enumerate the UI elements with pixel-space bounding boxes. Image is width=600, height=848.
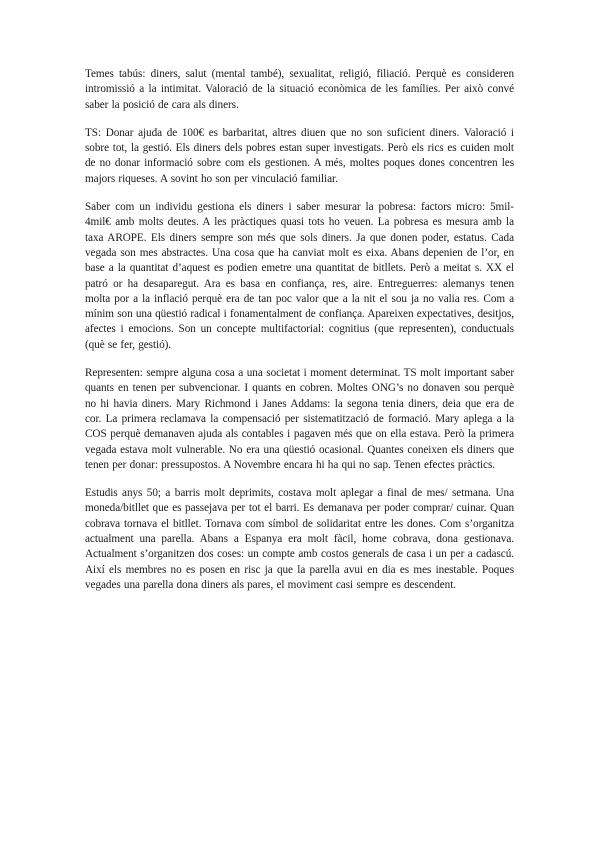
paragraph-poverty-measurement: Saber com un individu gestiona els diners i saber mesurar la pobresa: factors micro: 5mil-4mil€ amb molts deutes. A les pràctiques quasi tots ho veuen. La pobresa es mesura amb la taxa AROPE. Els diners sempre son més que sols diners. Ja que donen poder, estatus. Cada vegada son mes abstractes. Una cosa que ha canviat molt es eixa. Abans depenien de l’or, en base a la quantitat d’aquest es podien emetre una quantitat de bitllets. Però a meitat s. XX el patró or ha desaparegut. Ara es basa en confiança, res, aire. Entreguerres: alemanys tenen molta por a la inflació perquè era de tan poc valor que a la nit el sou ja no valia res. Com a mínim son una qüestió radical i fonamentalment de confiança. Apareixen expectatives, desitjos, afectes i emocions. Son un concepte multifactorial: cognitius (que representen), conductuals (què se fer, gestió). [85, 201, 514, 351]
paragraph-studies-50s: Estudis anys 50; a barris molt deprimits, costava molt aplegar a final de mes/ setmana. Una moneda/bitllet que es passejava per tot el barri. Es demanava per poder comprar/ cuinar. Quan cobrava tornava el bitllet. Tornava com símbol de solidaritat entre les dones. Com s’organitza actualment una parella. Abans a Espanya era molt fàcil, home cobrava, dona gestionava. Actualment s’organitzen dos coses: un compte amb costos generals de casa i un per a cadascú. Així els membres no es posen en risc ja que la parella avui en dia es mes inestable. Poques vegades una parella dona diners als pares, el moviment casi sempre es descendent. [85, 487, 514, 591]
paragraph-representation: Representen: sempre alguna cosa a una societat i moment determinat. TS molt important saber quants en tenen per subvencionar. I quants en cobren. Moltes ONG’s no donaven sou perquè no hi havia diners. Mary Richmond i Janes Addams: la segona tenia diners, deia que era de cor. La primera reclamava la compensació per sistematització de formació. Mary aplega a la COS perquè demanaven ajuda als contables i pagaven més que on ella estava. Però la primera vegada estava molt vulnerable. No era una qüestió ocasional. Quantes coneixen els diners que tenen per donar: pressupostos. A Novembre encara hi ha qui no sap. Tenen efectes pràctics. [85, 367, 514, 471]
paragraph-social-work-aid: TS: Donar ajuda de 100€ es barbaritat, altres diuen que no son suficient diners. Valoració i sobre tot, la gestió. Els diners dels pobres estan super investigats. Però els rics es cuiden molt de no donar informació sobre com els gestionen. A més, moltes poques dones concentren les majors riqueses. A sovint ho son per vinculació familiar. [85, 126, 514, 185]
paragraph-taboo-topics: Temes tabús: diners, salut (mental també), sexualitat, religió, filiació. Perquè es consideren intromissió a la intimitat. Valoració de la situació econòmica de les famílies. Per això convé saber la posició de cara als diners. [85, 68, 514, 111]
document-body [85, 67, 514, 606]
